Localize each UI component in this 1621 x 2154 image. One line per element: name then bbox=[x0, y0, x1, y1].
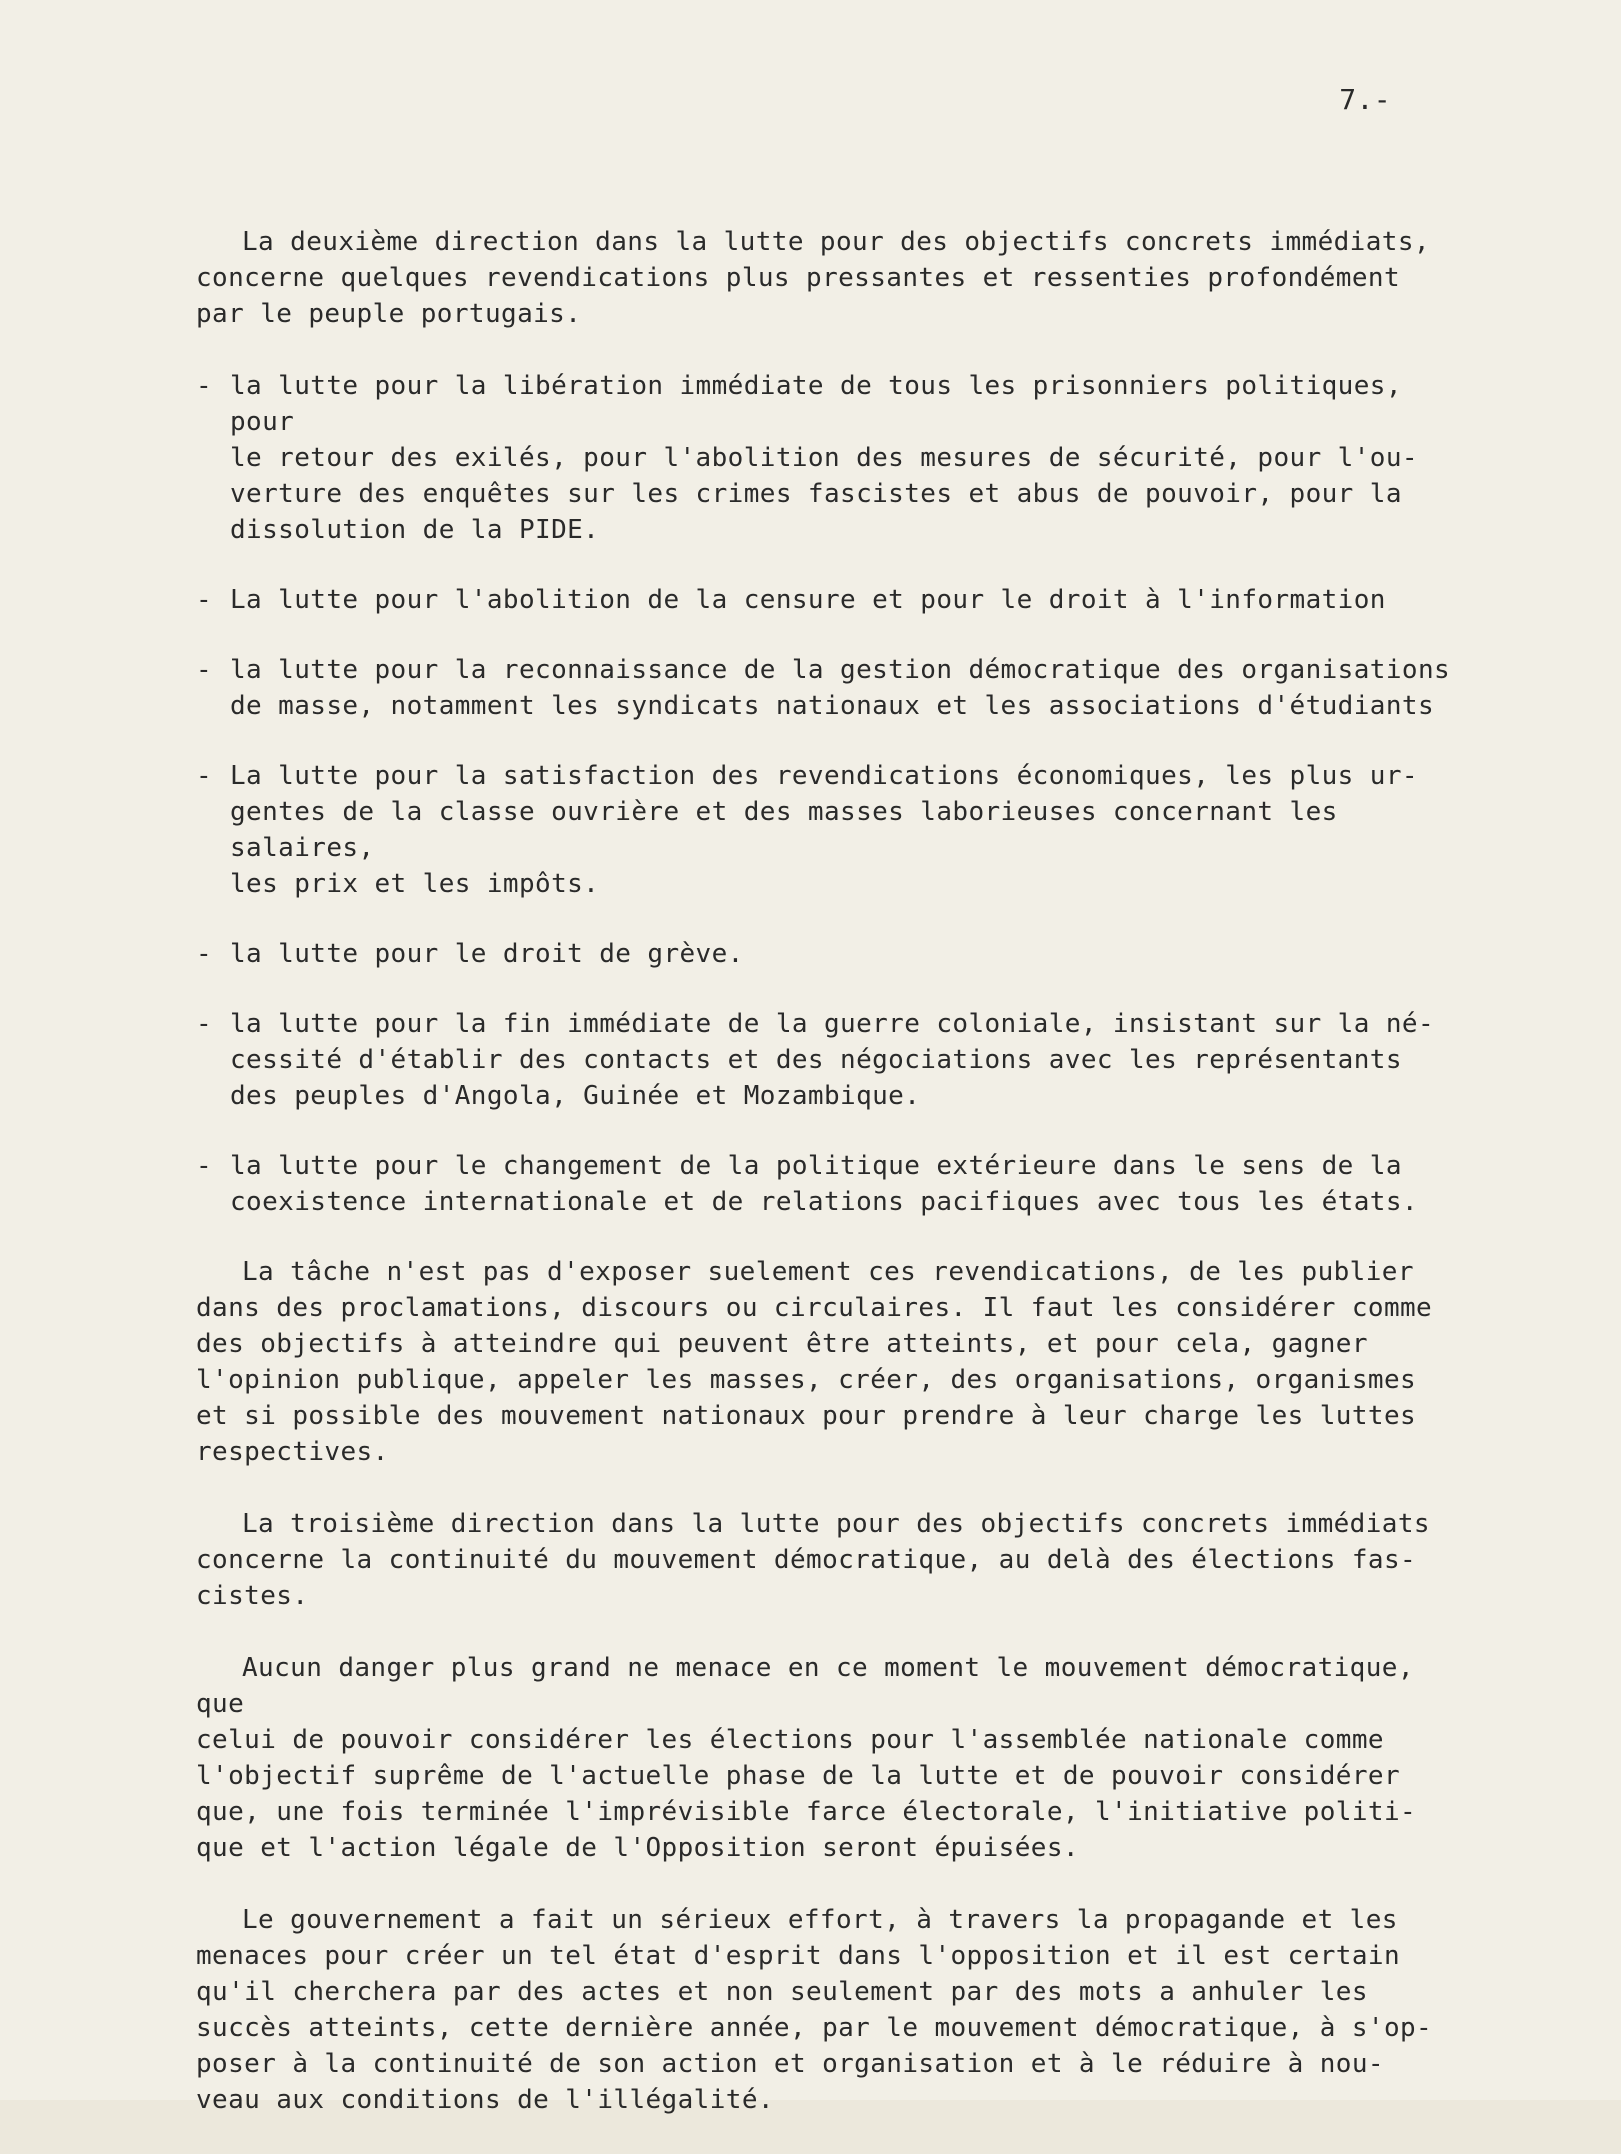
demands-list bbox=[196, 368, 1466, 1220]
list-item bbox=[196, 758, 1466, 902]
list-dash: - bbox=[196, 1009, 213, 1039]
list-item bbox=[196, 1148, 1466, 1220]
paragraph-government: Le gouvernement a fait un sérieux effort, à travers la propagande et les menaces pour créer un tel état d'esprit dans l'opposition et il est certain qu'il cherchera par des actes et non seulement par des mots a anhuler les succès atteints, cette dernière année, par le mouvement démocratique, à s'op- poser à la continuité de son action et organisation et à le réduire à nou- veau aux conditions de l'illégalité. bbox=[196, 1905, 1433, 2115]
list-item-text: La lutte pour la satisfaction des revendications économiques, les plus ur- gentes de la classe ouvrière et des masses laborieuses concernant les salaires, les prix et les impôts. bbox=[230, 761, 1418, 899]
list-item-text: la lutte pour la libération immédiate de tous les prisonniers politiques, pour le retour des exilés, pour l'abolition des mesures de sécurité, pour l'ou- verture des enquêtes sur les crimes fascistes et abus de pouvoir, pour la dissolution de la PIDE. bbox=[230, 371, 1418, 545]
paragraph-danger: Aucun danger plus grand ne menace en ce moment le mouvement démocratique, que celui de pouvoir considérer les élections pour l'assemblée nationale comme l'objectif suprême de l'actuelle phase de la lutte et de pouvoir considérer que, une fois terminée l'imprévisible farce électorale, l'initiative politi- que et l'action légale de l'Opposition seront épuisées. bbox=[196, 1653, 1417, 1863]
list-dash: - bbox=[196, 761, 213, 791]
list-dash: - bbox=[196, 655, 213, 685]
list-dash: - bbox=[196, 371, 213, 401]
list-item-text: la lutte pour le droit de grève. bbox=[230, 939, 744, 969]
page-number: 7.- bbox=[1339, 83, 1391, 116]
list-dash: - bbox=[196, 939, 213, 969]
paragraph-third-direction: La troisième direction dans la lutte pour des objectifs concrets immédiats concerne la continuité du mouvement démocratique, au delà des élections fas- cistes. bbox=[196, 1509, 1430, 1611]
document-body bbox=[196, 224, 1466, 2154]
list-item-text: la lutte pour la fin immédiate de la guerre coloniale, insistant sur la né- cessité d'établir des contacts et des négociations avec les représentants des peuples d'Angola, Guinée et Mozambique. bbox=[230, 1009, 1434, 1111]
list-item bbox=[196, 582, 1466, 618]
list-item-text: la lutte pour la reconnaissance de la gestion démocratique des organisations de masse, notamment les syndicats nationaux et les associations d'étudiants bbox=[230, 655, 1451, 721]
list-item-text: La lutte pour l'abolition de la censure et pour le droit à l'information bbox=[230, 585, 1386, 615]
paragraph-second-direction: La deuxième direction dans la lutte pour des objectifs concrets immédiats, concerne quelques revendications plus pressantes et ressenties profondément par le peuple portugais. bbox=[196, 227, 1430, 329]
list-item bbox=[196, 652, 1466, 724]
list-dash: - bbox=[196, 585, 213, 615]
paragraph-task: La tâche n'est pas d'exposer suelement ces revendications, de les publier dans des proclamations, discours ou circulaires. Il faut les considérer comme des objectifs à atteindre qui peuvent être atteints, et pour cela, gagner l'opinion publique, appeler les masses, créer, des organisations, organismes et si possible des mouvement nationaux pour prendre à leur charge les luttes respectives. bbox=[196, 1257, 1433, 1467]
list-item bbox=[196, 1006, 1466, 1114]
list-dash: - bbox=[196, 1151, 213, 1181]
list-item bbox=[196, 368, 1466, 548]
list-item-text: la lutte pour le changement de la politique extérieure dans le sens de la coexistence internationale et de relations pacifiques avec tous les états. bbox=[230, 1151, 1418, 1217]
list-item bbox=[196, 936, 1466, 972]
